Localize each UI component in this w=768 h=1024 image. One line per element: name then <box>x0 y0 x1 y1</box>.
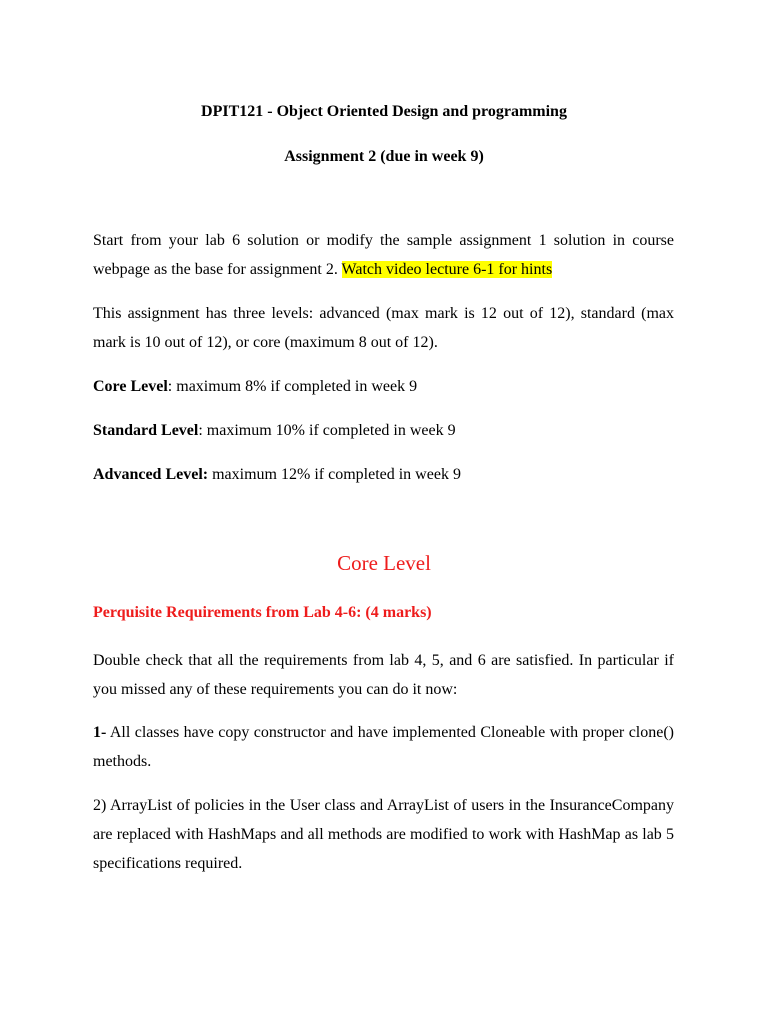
intro-text: Start from your lab 6 solution or modify the sample assignment 1 solution in course webpage as the base for assignment 2. <box>93 232 674 278</box>
advanced-level-text: maximum 12% if completed in week 9 <box>208 466 461 483</box>
levels-intro-paragraph: This assignment has three levels: advanced (max mark is 12 out of 12), standard (max mark is 10 out of 12), or core (maximum 8 out of 12). <box>93 305 674 351</box>
prerequisite-requirements-heading: Perquisite Requirements from Lab 4-6: (4 marks) <box>93 604 432 621</box>
advanced-level-label: Advanced Level: <box>93 466 209 483</box>
core-level-text: : maximum 8% if completed in week 9 <box>167 378 418 395</box>
core-level-line <box>93 372 674 401</box>
requirement-item-1-marker: 1- <box>93 724 107 741</box>
standard-level-line <box>93 416 674 445</box>
intro-paragraph <box>93 226 674 284</box>
requirement-item-2-text: 2) ArrayList of policies in the User class and ArrayList of users in the InsuranceCompany are replaced with HashMaps and all methods are modified to work with HashMap as lab 5 specifications required. <box>93 797 674 872</box>
requirement-item-2 <box>93 791 674 878</box>
core-level-heading: Core Level <box>337 551 431 575</box>
course-title: DPIT121 - Object Oriented Design and programming <box>201 103 567 120</box>
advanced-level-line <box>93 460 674 489</box>
standard-level-text: : maximum 10% if completed in week 9 <box>198 422 456 439</box>
core-level-label: Core Level <box>93 378 168 395</box>
double-check-paragraph: Double check that all the requirements from lab 4, 5, and 6 are satisfied. In particular if you missed any of these requirements you can do it now: <box>93 652 674 698</box>
video-hint-highlight: Watch video lecture 6-1 for hints <box>341 261 553 278</box>
requirement-item-1-text: All classes have copy constructor and have implemented Cloneable with proper clone() methods. <box>93 724 674 770</box>
requirement-item-1 <box>93 718 674 776</box>
assignment-title: Assignment 2 (due in week 9) <box>284 148 484 165</box>
standard-level-label: Standard Level <box>93 422 199 439</box>
